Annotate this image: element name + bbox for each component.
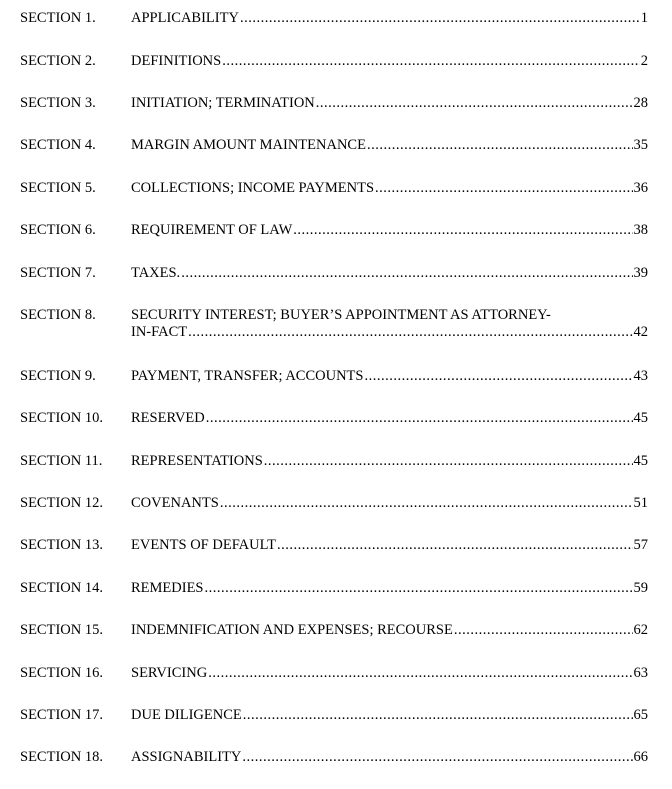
dot-leader: [293, 222, 632, 239]
dot-leader: [242, 749, 632, 766]
section-number: SECTION 15.: [20, 622, 103, 638]
section-title: MARGIN AMOUNT MAINTENANCE: [131, 137, 366, 153]
page-number: 63: [633, 665, 648, 681]
page-number: 66: [633, 749, 648, 765]
page-number: 42: [633, 324, 648, 340]
dot-leader: [375, 180, 632, 197]
section-number: SECTION 8.: [20, 307, 96, 323]
section-number: SECTION 2.: [20, 53, 96, 69]
page-number: 36: [633, 180, 648, 196]
section-number: SECTION 18.: [20, 749, 103, 765]
page-number: 38: [633, 222, 648, 238]
section-number: SECTION 14.: [20, 580, 103, 596]
section-title-line-2: IN-FACT: [131, 324, 188, 340]
section-title: REMEDIES: [131, 580, 204, 596]
section-number: SECTION 16.: [20, 665, 103, 681]
section-title: INITIATION; TERMINATION: [131, 95, 315, 111]
section-number: SECTION 9.: [20, 368, 96, 384]
dot-leader: [264, 453, 633, 470]
dot-leader: [222, 53, 640, 70]
section-title: REQUIREMENT OF LAW: [131, 222, 293, 238]
dot-leader: [277, 537, 632, 554]
page-number: 62: [633, 622, 648, 638]
section-number: SECTION 1.: [20, 10, 96, 26]
page-number: 2: [640, 53, 648, 69]
section-title: PAYMENT, TRANSFER; ACCOUNTS: [131, 368, 364, 384]
page-number: 65: [633, 707, 648, 723]
dot-leader: [208, 665, 632, 682]
page-number: 1: [640, 10, 648, 26]
dot-leader: [181, 265, 632, 282]
dot-leader: [367, 137, 633, 154]
section-title: REPRESENTATIONS: [131, 453, 263, 469]
section-number: SECTION 11.: [20, 453, 103, 469]
dot-leader: [316, 95, 633, 112]
page-number: 28: [633, 95, 648, 111]
section-title: SERVICING: [131, 665, 208, 681]
section-number: SECTION 12.: [20, 495, 103, 511]
page-number: 51: [633, 495, 648, 511]
section-number: SECTION 17.: [20, 707, 103, 723]
section-title: TAXES.: [131, 265, 181, 281]
dot-leader: [454, 622, 633, 639]
section-title: DUE DILIGENCE: [131, 707, 242, 723]
section-number: SECTION 4.: [20, 137, 96, 153]
section-number: SECTION 5.: [20, 180, 96, 196]
page-number: 57: [633, 537, 648, 553]
section-title: INDEMNIFICATION AND EXPENSES; RECOURSE: [131, 622, 453, 638]
section-title: APPLICABILITY: [131, 10, 239, 26]
section-title-line-1: SECURITY INTEREST; BUYER’S APPOINTMENT AS ATTORNEY-: [131, 307, 551, 323]
dot-leader: [364, 368, 632, 385]
page-number: 59: [633, 580, 648, 596]
section-number: SECTION 6.: [20, 222, 96, 238]
section-title: COVENANTS: [131, 495, 219, 511]
dot-leader: [206, 410, 633, 427]
dot-leader: [243, 707, 633, 724]
dot-leader: [205, 580, 633, 597]
page-number: 39: [633, 265, 648, 281]
dot-leader: [188, 324, 632, 341]
page-number: 35: [633, 137, 648, 153]
section-title: COLLECTIONS; INCOME PAYMENTS: [131, 180, 375, 196]
section-number: SECTION 10.: [20, 410, 103, 426]
section-number: SECTION 13.: [20, 537, 103, 553]
section-title: RESERVED: [131, 410, 205, 426]
page-number: 45: [633, 453, 648, 469]
section-title: DEFINITIONS: [131, 53, 222, 69]
section-title: ASSIGNABILITY: [131, 749, 242, 765]
section-number: SECTION 3.: [20, 95, 96, 111]
dot-leader: [240, 10, 640, 27]
page-number: 43: [633, 368, 648, 384]
section-title: EVENTS OF DEFAULT: [131, 537, 277, 553]
dot-leader: [220, 495, 633, 512]
section-number: SECTION 7.: [20, 265, 96, 281]
page-number: 45: [633, 410, 648, 426]
